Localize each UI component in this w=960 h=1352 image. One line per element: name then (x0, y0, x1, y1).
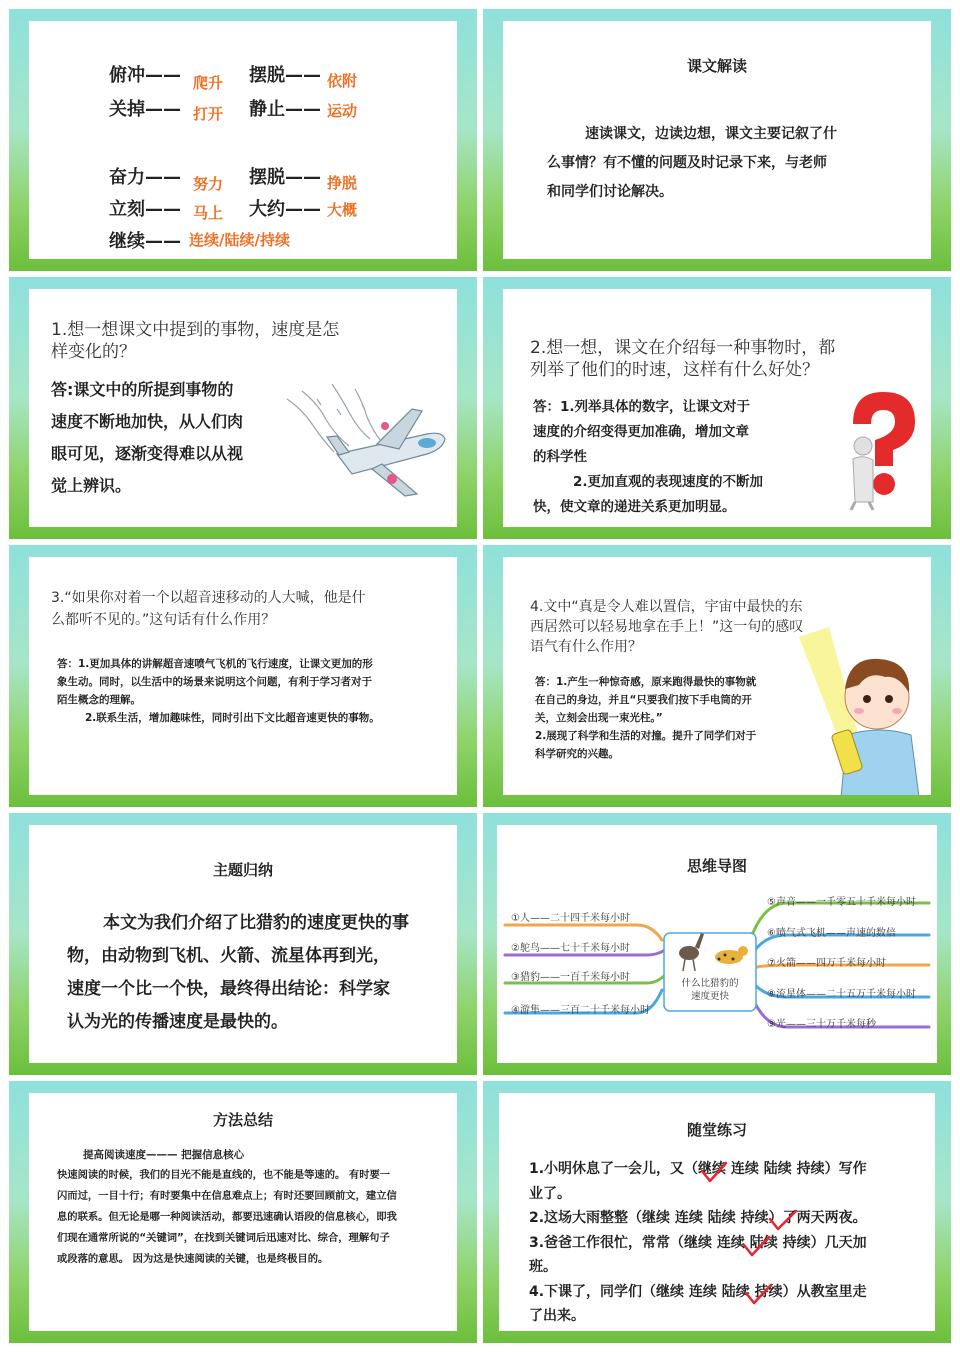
mind-map-node: ④游隼——三百二十千米每小时 (511, 1005, 650, 1016)
word: 静止—— (249, 99, 321, 120)
answer-line: 速度不断地加快，从人们肉 (51, 412, 244, 431)
slide-card (29, 825, 457, 1063)
text-line: 本文为我们介绍了比猎豹的速度更快的事 (103, 913, 409, 933)
text-line: 们现在通常所说的“关键词”，在找到关键词后迅速对比、综合，理解句子 (57, 1232, 390, 1244)
check-icon (746, 1285, 771, 1303)
text-line: 物，由动物到飞机、火箭、流星体再到光， (67, 946, 390, 966)
question-line: 1.想一想课文中提到的事物，速度是怎 (51, 320, 340, 340)
answer-line: 答:课文中的所提到事物的 (51, 380, 234, 399)
slide-text-reading (483, 9, 951, 271)
answer-line: 答：1.列举具体的数字，让课文对于 (533, 399, 751, 415)
question-line: 么都听不见的。”这句话有什么作用？ (51, 612, 276, 628)
slide-antonyms (9, 9, 477, 271)
mind-map-node: ⑦火箭——四万千米每小时 (767, 958, 886, 969)
question-mark-figure-icon (833, 384, 928, 514)
answer-line: 陌生概念的理解。 (57, 694, 141, 706)
exercise-line: 班。 (529, 1259, 557, 1275)
text-line: 闪而过，一目十行；有时要集中在信息难点上；有时还要回顾前文，建立信 (57, 1190, 397, 1202)
slide-card (29, 21, 457, 259)
text-line: 或段落的意思。 因为这是快速阅读的关键，也是终极目的。 (57, 1253, 329, 1265)
answer: 大概 (327, 201, 358, 219)
answer-line: 科学研究的兴趣。 (535, 748, 619, 760)
slide-card (503, 557, 931, 795)
mind-map-node: ⑤声音——一千零五十千米每小时 (767, 897, 916, 908)
slide-card (497, 825, 937, 1063)
question-line: 样变化的？ (51, 342, 136, 362)
method-subtitle: 提高阅读速度——— 把握信息核心 (83, 1149, 245, 1161)
mind-map-node: ③猎豹——一百千米每小时 (511, 972, 630, 983)
answer-line: 2.联系生活，增加趣味性，同时引出下文比超音速更快的事物。 (85, 712, 380, 724)
exercise-line: 1.小明休息了一会儿，又（继续 连续 陆续 持续）写作 (529, 1161, 867, 1177)
slide-card (503, 21, 931, 259)
check-marks (499, 1093, 935, 1331)
slide-card (29, 289, 457, 527)
slide-theme-summary (9, 813, 477, 1075)
answer: 挣脱 (327, 174, 358, 192)
mind-map-node: ⑥喷气式飞机——声速的数倍 (767, 928, 896, 939)
question-line: 2.想一想，课文在介绍每一种事物时，都 (530, 338, 836, 358)
airplane-icon (277, 379, 457, 509)
question-line: 西居然可以轻易地拿在手上！”这一句的感叹 (530, 619, 804, 635)
slide-card (29, 557, 457, 795)
boy-flashlight-icon (789, 627, 931, 795)
answer-line: 答：1.更加具体的讲解超音速喷气飞机的飞行速度，让课文更加的形 (57, 658, 373, 670)
answer: 努力 (193, 175, 224, 193)
slide-mind-map (483, 813, 951, 1075)
word: 关掉—— (109, 99, 181, 120)
slide-card (29, 1093, 457, 1331)
slide-card (503, 289, 931, 527)
word: 摆脱—— (249, 65, 321, 86)
mind-map-node: ②鸵鸟——七十千米每小时 (511, 943, 630, 954)
answer-line: 2.展现了科学和生活的对撞。提升了同学们对于 (535, 730, 757, 742)
mind-map-node: ⑨光——三十万千米每秒 (767, 1019, 876, 1030)
exercise-line: 3.爸爸工作很忙，常常（继续 连续 陆续 持续）几天加 (529, 1234, 867, 1251)
text-line: 和同学们讨论解决。 (547, 184, 673, 200)
slide-title: 课文解读 (686, 57, 747, 75)
answer-line: 象生动。同时，以生活中的场景来说明这个问题，有利于学习者对于 (57, 676, 372, 688)
slide-title: 随堂练习 (686, 1121, 747, 1139)
mind-map-node: ①人——二十四千米每小时 (511, 913, 630, 924)
exercise-line: 了出来。 (529, 1308, 585, 1324)
answer-line: 关，立刻会出现一束光柱。” (535, 712, 663, 724)
text-line: 认为光的传播速度是最快的。 (67, 1012, 288, 1032)
slide-practice (483, 1081, 951, 1343)
answer-line: 的科学性 (533, 449, 587, 465)
mind-map-center: 速度更快 (690, 991, 729, 1002)
answer: 运动 (327, 102, 358, 120)
answer-line: 答：1.产生一种惊奇感，原来跑得最快的事物就 (535, 676, 757, 688)
text-line: 速读课文，边读边想，课文主要记叙了什 (585, 126, 837, 142)
answer: 爬升 (193, 74, 224, 92)
question-line: 3.“如果你对着一个以超音速移动的人大喊，他是什 (51, 590, 366, 606)
answer-line: 速度的介绍变得更加准确，增加文章 (533, 424, 749, 440)
slide-method-summary (9, 1081, 477, 1343)
answer-line: 觉上辨识。 (51, 476, 132, 495)
slide-question-3 (9, 545, 477, 807)
check-icon (770, 1211, 796, 1229)
slide-question-2 (483, 277, 951, 539)
answer: 连续/陆续/持续 (189, 231, 290, 249)
word: 大约—— (249, 199, 321, 220)
question-line: 4.文中“真是令人难以置信，宇宙中最快的东 (530, 599, 803, 615)
slide-title: 思维导图 (686, 857, 747, 875)
word: 立刻—— (109, 199, 181, 220)
slide-title: 主题归纳 (212, 861, 273, 879)
answer-line: 眼可见，逐渐变得难以从视 (51, 444, 244, 463)
exercise-line: 2.这场大雨整整（继续 连续 陆续 持续）了两天两夜。 (529, 1210, 867, 1226)
answer-line: 2.更加直观的表现速度的不断加 (573, 474, 764, 490)
mind-map-node: ⑧流星体——二十五万千米每小时 (767, 989, 916, 1000)
text-line: 快速阅读的时候，我们的目光不能是直线的，也不能是等速的。 有时要一 (57, 1169, 391, 1181)
answer: 马上 (193, 204, 224, 222)
answer: 打开 (193, 105, 224, 123)
mind-map-center: 什么比猎豹的 (681, 978, 739, 989)
word: 摆脱—— (249, 167, 321, 188)
word: 奋力—— (109, 167, 181, 188)
slide-title: 方法总结 (212, 1111, 273, 1129)
exercise-line: 业了。 (529, 1185, 571, 1202)
word: 俯冲—— (109, 65, 181, 86)
slide-question-4 (483, 545, 951, 807)
exercise-line: 4.下课了，同学们（继续 连续 陆续 持续）从教室里走 (529, 1283, 867, 1300)
answer-line: 快，使文章的递进关系更加明显。 (533, 499, 736, 515)
check-icon (702, 1163, 726, 1181)
word: 继续—— (109, 231, 181, 252)
check-icon (744, 1237, 769, 1255)
slide-card (499, 1093, 935, 1331)
question-line: 语气有什么作用？ (530, 639, 642, 655)
text-line: 么事情？有不懂的问题及时记录下来，与老师 (547, 155, 827, 171)
text-line: 息的联系。但无论是哪一种阅读活动，都要迅速确认语段的信息核心，即我 (57, 1211, 397, 1223)
question-line: 列举了他们的时速，这样有什么好处？ (530, 360, 819, 380)
slide-question-1 (9, 277, 477, 539)
text-line: 速度一个比一个快，最终得出结论：科学家 (67, 979, 390, 999)
answer-line: 在自己的身边，并且“只要我们按下手电筒的开 (535, 694, 752, 706)
answer: 依附 (327, 72, 358, 90)
